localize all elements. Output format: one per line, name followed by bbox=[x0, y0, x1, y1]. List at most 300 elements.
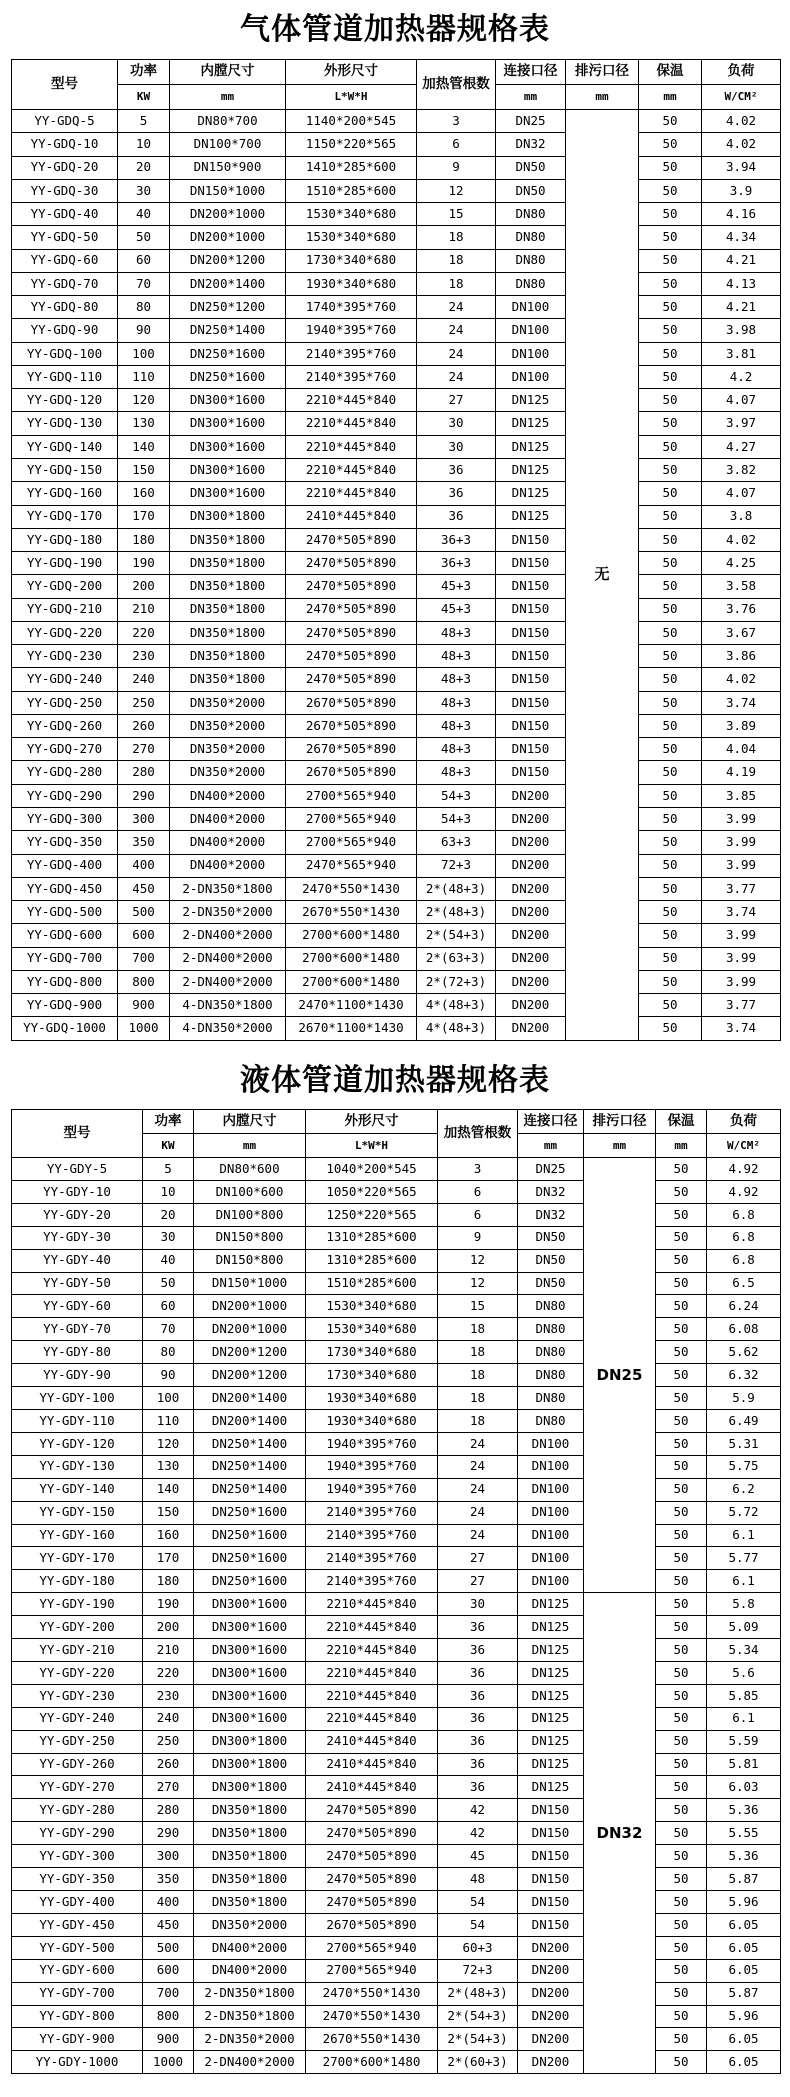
cell-inner-size: DN150*800 bbox=[194, 1226, 306, 1249]
cell-model: YY-GDY-90 bbox=[12, 1364, 143, 1387]
table-row bbox=[12, 1017, 781, 1040]
cell-conn-size: DN200 bbox=[518, 2051, 584, 2074]
cell-conn-size: DN200 bbox=[496, 831, 566, 854]
cell-conn-size: DN200 bbox=[496, 924, 566, 947]
cell-inner-size: DN100*700 bbox=[170, 133, 286, 156]
cell-model: YY-GDQ-170 bbox=[12, 505, 118, 528]
cell-model: YY-GDY-290 bbox=[12, 1822, 143, 1845]
table-row bbox=[12, 1364, 781, 1387]
cell-insulation: 50 bbox=[639, 994, 702, 1017]
cell-model: YY-GDQ-350 bbox=[12, 831, 118, 854]
cell-load: 3.99 bbox=[702, 831, 781, 854]
cell-conn-size: DN150 bbox=[496, 575, 566, 598]
cell-power: 300 bbox=[118, 807, 170, 830]
cell-tube-count: 54 bbox=[438, 1913, 518, 1936]
cell-insulation: 50 bbox=[639, 319, 702, 342]
cell-outer-size: 1930*340*680 bbox=[306, 1387, 438, 1410]
cell-conn-size: DN200 bbox=[496, 970, 566, 993]
cell-inner-size: 2-DN350*1800 bbox=[194, 1982, 306, 2005]
cell-inner-size: DN350*1800 bbox=[194, 1822, 306, 1845]
cell-conn-size: DN150 bbox=[518, 1822, 584, 1845]
cell-inner-size: DN300*1600 bbox=[194, 1593, 306, 1616]
cell-load: 5.9 bbox=[707, 1387, 781, 1410]
cell-conn-size: DN200 bbox=[518, 1959, 584, 1982]
cell-conn-size: DN125 bbox=[518, 1593, 584, 1616]
cell-power: 170 bbox=[143, 1547, 194, 1570]
col-conn-header: 连接口径 bbox=[496, 60, 566, 85]
cell-insulation: 50 bbox=[639, 272, 702, 295]
cell-insulation: 50 bbox=[639, 226, 702, 249]
cell-insulation: 50 bbox=[656, 1158, 707, 1181]
cell-outer-size: 1410*285*600 bbox=[286, 156, 417, 179]
table-row bbox=[12, 1387, 781, 1410]
cell-power: 200 bbox=[118, 575, 170, 598]
cell-power: 200 bbox=[143, 1616, 194, 1639]
cell-tube-count: 6 bbox=[417, 133, 496, 156]
cell-load: 6.49 bbox=[707, 1409, 781, 1432]
cell-conn-size: DN125 bbox=[518, 1776, 584, 1799]
cell-tube-count: 60+3 bbox=[438, 1936, 518, 1959]
cell-insulation: 50 bbox=[656, 1776, 707, 1799]
cell-power: 10 bbox=[143, 1180, 194, 1203]
cell-insulation: 50 bbox=[639, 877, 702, 900]
cell-load: 5.75 bbox=[707, 1455, 781, 1478]
cell-tube-count: 45+3 bbox=[417, 575, 496, 598]
cell-load: 6.05 bbox=[707, 1913, 781, 1936]
cell-tube-count: 27 bbox=[438, 1547, 518, 1570]
cell-outer-size: 2470*505*890 bbox=[306, 1845, 438, 1868]
cell-insulation: 50 bbox=[656, 2005, 707, 2028]
cell-tube-count: 12 bbox=[438, 1249, 518, 1272]
cell-model: YY-GDQ-160 bbox=[12, 482, 118, 505]
cell-tube-count: 15 bbox=[438, 1295, 518, 1318]
cell-power: 270 bbox=[143, 1776, 194, 1799]
cell-insulation: 50 bbox=[656, 1661, 707, 1684]
col-insul-header: 保温 bbox=[639, 60, 702, 85]
cell-insulation: 50 bbox=[656, 1387, 707, 1410]
cell-power: 50 bbox=[118, 226, 170, 249]
table-row bbox=[12, 1661, 781, 1684]
cell-power: 220 bbox=[118, 621, 170, 644]
cell-tube-count: 48+3 bbox=[417, 714, 496, 737]
cell-model: YY-GDQ-80 bbox=[12, 296, 118, 319]
cell-conn-size: DN25 bbox=[496, 110, 566, 133]
cell-model: YY-GDY-250 bbox=[12, 1730, 143, 1753]
cell-power: 40 bbox=[143, 1249, 194, 1272]
cell-conn-size: DN200 bbox=[518, 1982, 584, 2005]
cell-model: YY-GDQ-200 bbox=[12, 575, 118, 598]
table-row bbox=[12, 203, 781, 226]
cell-power: 150 bbox=[143, 1501, 194, 1524]
cell-conn-size: DN125 bbox=[518, 1684, 584, 1707]
table-row bbox=[12, 505, 781, 528]
cell-conn-size: DN150 bbox=[496, 714, 566, 737]
cell-outer-size: 2210*445*840 bbox=[286, 435, 417, 458]
cell-outer-size: 1140*200*545 bbox=[286, 110, 417, 133]
cell-outer-size: 1940*395*760 bbox=[306, 1432, 438, 1455]
cell-insulation: 50 bbox=[639, 854, 702, 877]
cell-power: 160 bbox=[118, 482, 170, 505]
cell-tube-count: 2*(48+3) bbox=[417, 901, 496, 924]
cell-conn-size: DN200 bbox=[496, 994, 566, 1017]
cell-conn-size: DN150 bbox=[518, 1868, 584, 1891]
col-outer-header: 外形尺寸 bbox=[306, 1110, 438, 1134]
cell-model: YY-GDY-270 bbox=[12, 1776, 143, 1799]
cell-conn-size: DN80 bbox=[518, 1409, 584, 1432]
cell-insulation: 50 bbox=[656, 1203, 707, 1226]
cell-insulation: 50 bbox=[639, 179, 702, 202]
cell-model: YY-GDY-160 bbox=[12, 1524, 143, 1547]
cell-tube-count: 36 bbox=[417, 458, 496, 481]
cell-power: 600 bbox=[118, 924, 170, 947]
cell-load: 6.1 bbox=[707, 1707, 781, 1730]
cell-load: 4.21 bbox=[702, 296, 781, 319]
cell-drain-size: DN25 bbox=[584, 1158, 656, 1593]
cell-power: 500 bbox=[118, 901, 170, 924]
cell-insulation: 50 bbox=[656, 1845, 707, 1868]
cell-outer-size: 2670*550*1430 bbox=[306, 2028, 438, 2051]
cell-model: YY-GDY-40 bbox=[12, 1249, 143, 1272]
cell-model: YY-GDY-30 bbox=[12, 1226, 143, 1249]
cell-power: 210 bbox=[143, 1639, 194, 1662]
cell-tube-count: 42 bbox=[438, 1799, 518, 1822]
col-load-header: 负荷 bbox=[707, 1110, 781, 1134]
cell-load: 3.85 bbox=[702, 784, 781, 807]
cell-inner-size: DN300*1600 bbox=[170, 482, 286, 505]
cell-load: 5.34 bbox=[707, 1639, 781, 1662]
cell-inner-size: DN350*2000 bbox=[170, 691, 286, 714]
table-row bbox=[12, 1822, 781, 1845]
table-row bbox=[12, 435, 781, 458]
cell-tube-count: 2*(48+3) bbox=[438, 1982, 518, 2005]
cell-insulation: 50 bbox=[656, 1364, 707, 1387]
cell-inner-size: DN300*1600 bbox=[194, 1616, 306, 1639]
cell-tube-count: 36+3 bbox=[417, 528, 496, 551]
cell-inner-size: DN350*1800 bbox=[194, 1799, 306, 1822]
cell-insulation: 50 bbox=[656, 1547, 707, 1570]
cell-conn-size: DN32 bbox=[518, 1180, 584, 1203]
cell-tube-count: 36+3 bbox=[417, 552, 496, 575]
table-row bbox=[12, 668, 781, 691]
cell-power: 220 bbox=[143, 1661, 194, 1684]
cell-outer-size: 2700*600*1480 bbox=[306, 2051, 438, 2074]
col-power-unit: KW bbox=[143, 1134, 194, 1158]
cell-drain-size: 无 bbox=[566, 110, 639, 1041]
cell-outer-size: 2470*550*1430 bbox=[286, 877, 417, 900]
table-row bbox=[12, 1959, 781, 1982]
cell-inner-size: DN300*1600 bbox=[194, 1707, 306, 1730]
cell-tube-count: 18 bbox=[417, 249, 496, 272]
cell-inner-size: DN150*1000 bbox=[194, 1272, 306, 1295]
cell-model: YY-GDQ-60 bbox=[12, 249, 118, 272]
cell-load: 5.09 bbox=[707, 1616, 781, 1639]
cell-outer-size: 2470*550*1430 bbox=[306, 1982, 438, 2005]
cell-model: YY-GDY-800 bbox=[12, 2005, 143, 2028]
cell-outer-size: 1050*220*565 bbox=[306, 1180, 438, 1203]
cell-insulation: 50 bbox=[639, 1017, 702, 1040]
table-row bbox=[12, 738, 781, 761]
cell-power: 60 bbox=[118, 249, 170, 272]
cell-outer-size: 2210*445*840 bbox=[286, 482, 417, 505]
cell-conn-size: DN150 bbox=[518, 1799, 584, 1822]
cell-insulation: 50 bbox=[656, 1799, 707, 1822]
cell-outer-size: 1250*220*565 bbox=[306, 1203, 438, 1226]
cell-model: YY-GDY-700 bbox=[12, 1982, 143, 2005]
cell-outer-size: 2140*395*760 bbox=[306, 1524, 438, 1547]
cell-inner-size: DN150*900 bbox=[170, 156, 286, 179]
cell-power: 280 bbox=[143, 1799, 194, 1822]
table-row bbox=[12, 1341, 781, 1364]
cell-tube-count: 48+3 bbox=[417, 621, 496, 644]
cell-conn-size: DN150 bbox=[518, 1845, 584, 1868]
table-row bbox=[12, 1432, 781, 1455]
cell-conn-size: DN150 bbox=[496, 668, 566, 691]
cell-power: 700 bbox=[143, 1982, 194, 2005]
col-model-header: 型号 bbox=[12, 60, 118, 110]
table-row bbox=[12, 552, 781, 575]
cell-conn-size: DN100 bbox=[518, 1547, 584, 1570]
cell-load: 3.8 bbox=[702, 505, 781, 528]
cell-load: 5.85 bbox=[707, 1684, 781, 1707]
cell-model: YY-GDY-100 bbox=[12, 1387, 143, 1410]
cell-insulation: 50 bbox=[639, 621, 702, 644]
cell-model: YY-GDQ-900 bbox=[12, 994, 118, 1017]
table-row bbox=[12, 365, 781, 388]
cell-conn-size: DN80 bbox=[518, 1295, 584, 1318]
cell-power: 800 bbox=[118, 970, 170, 993]
cell-insulation: 50 bbox=[639, 761, 702, 784]
cell-insulation: 50 bbox=[656, 1959, 707, 1982]
cell-conn-size: DN100 bbox=[518, 1455, 584, 1478]
cell-tube-count: 24 bbox=[417, 319, 496, 342]
table-row bbox=[12, 133, 781, 156]
cell-tube-count: 24 bbox=[438, 1432, 518, 1455]
cell-conn-size: DN125 bbox=[518, 1707, 584, 1730]
cell-load: 4.21 bbox=[702, 249, 781, 272]
cell-outer-size: 1530*340*680 bbox=[286, 226, 417, 249]
cell-load: 5.96 bbox=[707, 2005, 781, 2028]
cell-inner-size: DN250*1600 bbox=[170, 365, 286, 388]
cell-conn-size: DN125 bbox=[496, 435, 566, 458]
cell-insulation: 50 bbox=[656, 1249, 707, 1272]
cell-inner-size: DN350*1800 bbox=[194, 1891, 306, 1914]
cell-tube-count: 9 bbox=[438, 1226, 518, 1249]
cell-load: 4.07 bbox=[702, 389, 781, 412]
cell-tube-count: 2*(72+3) bbox=[417, 970, 496, 993]
cell-load: 6.2 bbox=[707, 1478, 781, 1501]
cell-load: 4.02 bbox=[702, 110, 781, 133]
cell-tube-count: 63+3 bbox=[417, 831, 496, 854]
cell-load: 6.1 bbox=[707, 1570, 781, 1593]
cell-inner-size: DN400*2000 bbox=[170, 854, 286, 877]
cell-load: 4.13 bbox=[702, 272, 781, 295]
cell-tube-count: 72+3 bbox=[417, 854, 496, 877]
cell-model: YY-GDY-900 bbox=[12, 2028, 143, 2051]
cell-inner-size: DN300*1600 bbox=[170, 412, 286, 435]
cell-inner-size: 2-DN350*2000 bbox=[194, 2028, 306, 2051]
unit-row bbox=[12, 85, 781, 110]
cell-load: 5.81 bbox=[707, 1753, 781, 1776]
cell-outer-size: 2140*395*760 bbox=[286, 342, 417, 365]
cell-power: 800 bbox=[143, 2005, 194, 2028]
table-row bbox=[12, 691, 781, 714]
cell-power: 180 bbox=[143, 1570, 194, 1593]
cell-model: YY-GDQ-150 bbox=[12, 458, 118, 481]
cell-inner-size: DN300*1800 bbox=[194, 1730, 306, 1753]
cell-inner-size: DN350*2000 bbox=[170, 761, 286, 784]
table-row bbox=[12, 1776, 781, 1799]
cell-inner-size: DN350*1800 bbox=[170, 598, 286, 621]
cell-insulation: 50 bbox=[639, 924, 702, 947]
cell-inner-size: DN400*2000 bbox=[170, 807, 286, 830]
table-row bbox=[12, 1845, 781, 1868]
cell-power: 40 bbox=[118, 203, 170, 226]
table-row bbox=[12, 1753, 781, 1776]
cell-model: YY-GDY-120 bbox=[12, 1432, 143, 1455]
col-tubes-header: 加热管根数 bbox=[438, 1110, 518, 1158]
table-row bbox=[12, 1478, 781, 1501]
cell-load: 4.2 bbox=[702, 365, 781, 388]
cell-model: YY-GDY-10 bbox=[12, 1180, 143, 1203]
table-row bbox=[12, 296, 781, 319]
cell-insulation: 50 bbox=[656, 1226, 707, 1249]
cell-outer-size: 2670*505*890 bbox=[286, 691, 417, 714]
cell-outer-size: 1740*395*760 bbox=[286, 296, 417, 319]
cell-model: YY-GDQ-800 bbox=[12, 970, 118, 993]
cell-tube-count: 48+3 bbox=[417, 761, 496, 784]
cell-inner-size: DN200*1400 bbox=[194, 1409, 306, 1432]
cell-load: 5.96 bbox=[707, 1891, 781, 1914]
table-row bbox=[12, 1593, 781, 1616]
cell-model: YY-GDY-210 bbox=[12, 1639, 143, 1662]
cell-inner-size: DN350*1800 bbox=[170, 668, 286, 691]
cell-outer-size: 2470*505*890 bbox=[286, 575, 417, 598]
table-row bbox=[12, 714, 781, 737]
cell-inner-size: DN100*800 bbox=[194, 1203, 306, 1226]
cell-outer-size: 2670*505*890 bbox=[306, 1913, 438, 1936]
table-row bbox=[12, 528, 781, 551]
cell-insulation: 50 bbox=[656, 1639, 707, 1662]
cell-power: 110 bbox=[118, 365, 170, 388]
cell-insulation: 50 bbox=[656, 2028, 707, 2051]
cell-inner-size: DN80*700 bbox=[170, 110, 286, 133]
table-row bbox=[12, 249, 781, 272]
col-load-unit: W/CM² bbox=[702, 85, 781, 110]
cell-outer-size: 2470*505*890 bbox=[286, 645, 417, 668]
cell-inner-size: DN350*1800 bbox=[170, 528, 286, 551]
cell-model: YY-GDQ-20 bbox=[12, 156, 118, 179]
cell-conn-size: DN200 bbox=[496, 947, 566, 970]
cell-outer-size: 1930*340*680 bbox=[306, 1409, 438, 1432]
cell-tube-count: 24 bbox=[438, 1455, 518, 1478]
cell-tube-count: 4*(48+3) bbox=[417, 1017, 496, 1040]
cell-inner-size: DN350*2000 bbox=[170, 738, 286, 761]
cell-conn-size: DN125 bbox=[496, 389, 566, 412]
cell-tube-count: 2*(48+3) bbox=[417, 877, 496, 900]
cell-outer-size: 2700*565*940 bbox=[286, 784, 417, 807]
cell-inner-size: 2-DN400*2000 bbox=[170, 924, 286, 947]
table-row bbox=[12, 1730, 781, 1753]
cell-outer-size: 1930*340*680 bbox=[286, 272, 417, 295]
table-row bbox=[12, 1203, 781, 1226]
cell-load: 5.77 bbox=[707, 1547, 781, 1570]
cell-load: 3.82 bbox=[702, 458, 781, 481]
cell-outer-size: 2670*505*890 bbox=[286, 761, 417, 784]
cell-conn-size: DN200 bbox=[496, 784, 566, 807]
cell-power: 30 bbox=[143, 1226, 194, 1249]
cell-insulation: 50 bbox=[656, 1478, 707, 1501]
table-row bbox=[12, 1455, 781, 1478]
cell-conn-size: DN32 bbox=[496, 133, 566, 156]
cell-model: YY-GDQ-30 bbox=[12, 179, 118, 202]
cell-tube-count: 36 bbox=[438, 1616, 518, 1639]
cell-load: 3.76 bbox=[702, 598, 781, 621]
cell-insulation: 50 bbox=[656, 1524, 707, 1547]
cell-inner-size: DN250*1600 bbox=[194, 1524, 306, 1547]
col-outer-unit: L*W*H bbox=[306, 1134, 438, 1158]
cell-tube-count: 36 bbox=[438, 1684, 518, 1707]
table-row bbox=[12, 877, 781, 900]
cell-load: 6.1 bbox=[707, 1524, 781, 1547]
table-row bbox=[12, 854, 781, 877]
cell-tube-count: 36 bbox=[417, 482, 496, 505]
cell-conn-size: DN100 bbox=[496, 342, 566, 365]
cell-power: 1000 bbox=[118, 1017, 170, 1040]
cell-tube-count: 18 bbox=[438, 1387, 518, 1410]
cell-inner-size: DN350*1800 bbox=[170, 575, 286, 598]
cell-load: 6.05 bbox=[707, 2028, 781, 2051]
cell-outer-size: 1940*395*760 bbox=[286, 319, 417, 342]
cell-insulation: 50 bbox=[639, 691, 702, 714]
cell-conn-size: DN50 bbox=[518, 1272, 584, 1295]
cell-tube-count: 4*(48+3) bbox=[417, 994, 496, 1017]
cell-insulation: 50 bbox=[639, 831, 702, 854]
cell-outer-size: 2670*550*1430 bbox=[286, 901, 417, 924]
cell-conn-size: DN125 bbox=[518, 1730, 584, 1753]
cell-conn-size: DN150 bbox=[496, 691, 566, 714]
cell-inner-size: DN100*600 bbox=[194, 1180, 306, 1203]
cell-tube-count: 54+3 bbox=[417, 784, 496, 807]
cell-inner-size: DN250*1600 bbox=[170, 342, 286, 365]
cell-inner-size: DN300*1600 bbox=[194, 1661, 306, 1684]
cell-load: 6.05 bbox=[707, 1936, 781, 1959]
cell-model: YY-GDY-230 bbox=[12, 1684, 143, 1707]
cell-outer-size: 2210*445*840 bbox=[306, 1616, 438, 1639]
cell-tube-count: 6 bbox=[438, 1203, 518, 1226]
cell-power: 30 bbox=[118, 179, 170, 202]
cell-inner-size: DN400*2000 bbox=[194, 1959, 306, 1982]
cell-insulation: 50 bbox=[656, 1409, 707, 1432]
cell-conn-size: DN150 bbox=[518, 1913, 584, 1936]
cell-inner-size: DN350*1800 bbox=[170, 621, 286, 644]
cell-load: 3.98 bbox=[702, 319, 781, 342]
table-row bbox=[12, 2028, 781, 2051]
table-row bbox=[12, 1684, 781, 1707]
table-row bbox=[12, 2005, 781, 2028]
cell-load: 5.55 bbox=[707, 1822, 781, 1845]
cell-tube-count: 48 bbox=[438, 1868, 518, 1891]
cell-inner-size: DN150*1000 bbox=[170, 179, 286, 202]
cell-inner-size: 2-DN350*1800 bbox=[170, 877, 286, 900]
cell-conn-size: DN100 bbox=[518, 1501, 584, 1524]
cell-outer-size: 2210*445*840 bbox=[306, 1639, 438, 1662]
cell-outer-size: 2210*445*840 bbox=[306, 1684, 438, 1707]
cell-insulation: 50 bbox=[656, 1570, 707, 1593]
cell-model: YY-GDQ-5 bbox=[12, 110, 118, 133]
cell-model: YY-GDY-400 bbox=[12, 1891, 143, 1914]
cell-inner-size: DN400*2000 bbox=[194, 1936, 306, 1959]
col-drain-unit: mm bbox=[566, 85, 639, 110]
